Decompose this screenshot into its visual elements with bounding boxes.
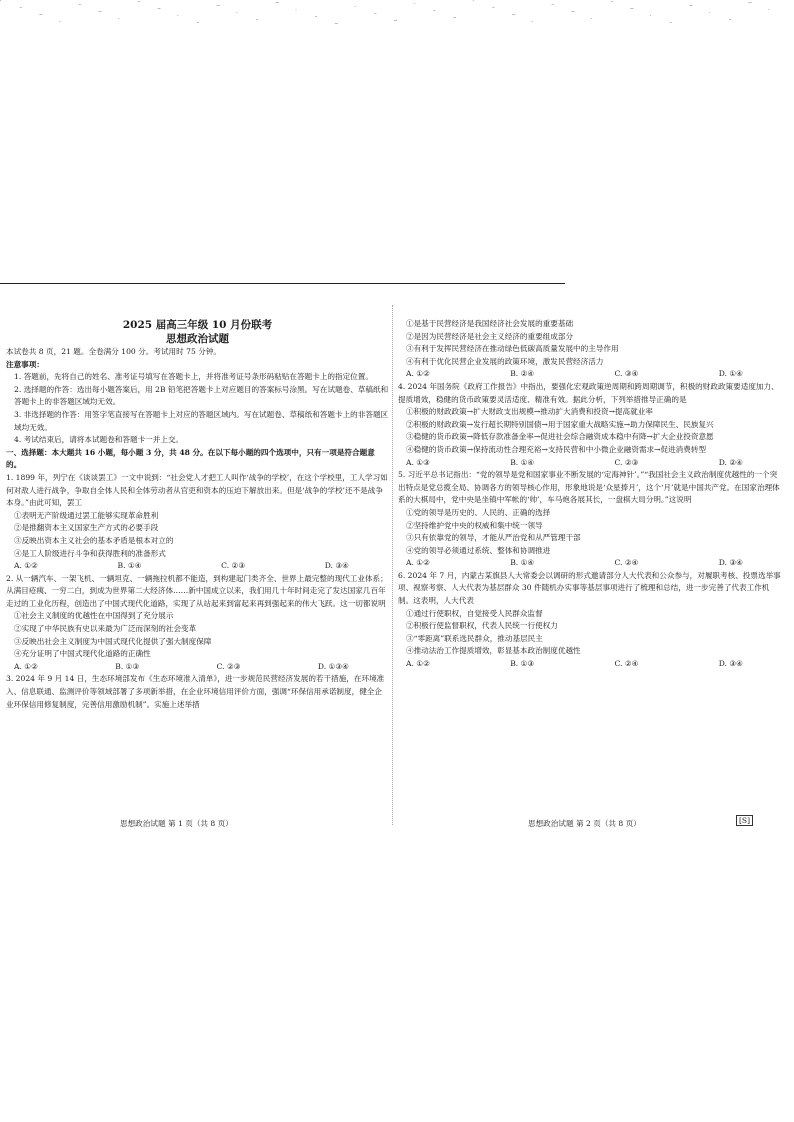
- choice-statement: ④推动法治工作提质增效，彰显基本政治制度优越性: [406, 646, 581, 656]
- scan-speck: [197, 22, 199, 23]
- scan-noise: [0, 0, 794, 30]
- option-b: B. ①④: [510, 457, 535, 467]
- option-c: C. ③④: [614, 369, 639, 379]
- question-1-stem: 1. 1899 年，列宁在《谈谈罢工》一文中说到：“社会党人才把工人叫作‘战争的学校’，在这个学校里，工人学习如何对敌人进行战争，争取自全体人民和全体劳动者从官吏和资本的压迫下解放出来。但是‘战争的学校’还不是战争本身。”由此可知，罢工: [6, 472, 388, 508]
- option-c: C. ②③: [614, 457, 639, 467]
- page-2-footer: 思想政治试题 第 2 页（共 8 页）: [528, 819, 641, 828]
- scan-speck: [591, 18, 592, 19]
- option-c: C. ②④: [614, 558, 639, 568]
- scan-speck: [79, 4, 81, 5]
- page-1: [6, 318, 389, 843]
- scan-speck: [552, 4, 554, 5]
- choice-statement: ④稳健的货币政策→保持流动性合理充裕→支持民营和中小微企业融资需求→促进消费转型: [406, 444, 707, 454]
- scan-speck: [571, 11, 574, 12]
- answer-options: [398, 457, 783, 470]
- section-heading: 一、选择题：本大题共 16 小题，每小题 3 分，共 48 分。在以下每小题的四个选项中，只有一项是符合题意的。: [6, 447, 375, 470]
- answer-options: [398, 557, 783, 570]
- scan-speck: [473, 0, 474, 1]
- choice-statement: ③稳健的货币政策→降低存款准备金率→促进社会综合融资成本稳中有降→扩大企业投资意愿: [406, 432, 714, 442]
- column-divider: [392, 305, 393, 825]
- scan-speck: [414, 3, 415, 4]
- scan-speck: [453, 17, 456, 18]
- option-d: D. ③④: [718, 659, 743, 669]
- answer-options: [398, 368, 783, 381]
- scan-speck: [256, 19, 258, 20]
- choice-statement: ④是工人阶级进行斗争和获得胜利的准备形式: [14, 548, 166, 558]
- scan-speck: [59, 21, 60, 22]
- scan-speck: [276, 2, 279, 3]
- option-b: B. ①④: [117, 561, 142, 571]
- scan-speck: [118, 18, 119, 19]
- scan-speck: [532, 21, 533, 22]
- option-c: C. ②③: [216, 661, 241, 671]
- note-item: 4. 考试结束后，请将本试题卷和答题卡一并上交。: [14, 435, 184, 445]
- page-1-footer: 思想政治试题 第 1 页（共 8 页）: [120, 819, 233, 828]
- intro-text: 本试卷共 8 页，21 题。全卷满分 100 分。考试用时 75 分钟。: [6, 347, 222, 356]
- scan-speck: [630, 8, 633, 9]
- question-5-stem: 5. 习近平总书记指出：“党的领导是党和国家事业不断发展的‘定海神针’。”“我国社会主义政治制度优越性的一个突出特点是党总揽全局、协调各方的领导核心作用，形象地说是‘众星捧月’，这个‘月’就是中国共产党。在国家治理体系的大棋局中，党中央是坐镇中军帐的‘帅’，车马炮各展其长，一盘棋大局分明。”这说明: [398, 470, 780, 505]
- option-b: B. ①③: [115, 661, 140, 671]
- question-2-stem: 2. 从一辆汽车、一架飞机、一辆坦克、一辆拖拉机都不能造，到构建起门类齐全、世界上最完整的现代工业体系；从满目疮痍、一穷二白，到成为世界第二大经济体……新中国成立以来，我们用几十年时间走完了发达国家几百年走过的工业化历程，创造出了中国式现代化道路，实现了从站起来到富起来再到强起来的伟大飞跃。这一切都说明: [6, 573, 388, 608]
- question-6-stem: 6. 2024 年 7 月，内蒙古某旗县人大常委会以调研的形式邀请部分人大代表和公众参与，对履职考核、投票选举事项、视察考察、人大代表为基层群众 30 件随机办实事等基层事项进行了梳理和总结，进一步完善了代表工作机制。这表明，人大代表: [398, 570, 781, 606]
- scan-speck: [709, 12, 710, 13]
- option-d: D. ①③④: [317, 661, 349, 671]
- choice-statement: ③只有依靠党的领导，才能从严治党和从严管理干部: [406, 533, 581, 543]
- answer-options: [398, 658, 783, 671]
- choice-statement: ②实现了中华民族有史以来最为广泛而深刻的社会变革: [14, 624, 197, 634]
- note-item: 2. 选择题的作答：选出每小题答案后，用 2B 铅笔把答题卡上对应题目的答案标号涂黑。写在试题卷、草稿纸和答题卡上的非答题区域均无效。: [14, 384, 389, 407]
- scan-speck: [611, 1, 613, 2]
- scan-speck: [158, 8, 161, 9]
- option-b: B. ①④: [510, 558, 535, 568]
- answer-options: [6, 661, 389, 674]
- option-b: B. ②④: [510, 369, 535, 379]
- choice-statement: ②是推翻资本主义国家生产方式的必要手段: [14, 523, 159, 533]
- scan-speck: [315, 16, 317, 17]
- scan-speck: [99, 11, 102, 12]
- scan-speck: [394, 20, 397, 21]
- scan-speck: [138, 1, 140, 2]
- option-c: C. ②④: [614, 659, 639, 669]
- corner-mark: [S]: [736, 815, 753, 826]
- scan-speck: [177, 15, 178, 16]
- choice-statement: ①党的领导是历史的、人民的、正确的选择: [406, 507, 551, 517]
- choice-statement: ①积极的财政政策→扩大财政支出规模→推动扩大消费和投资→提高就业率: [406, 407, 653, 417]
- choice-statement: ①表明无产阶级通过罢工能够实现革命胜利: [14, 510, 159, 520]
- option-a: A. ①②: [406, 558, 430, 568]
- question-4-stem: 4. 2024 年国务院《政府工作报告》中指出，要强化宏观政策逆周期和跨周期调节，积极的财政政策要适度加力、提质增效，稳健的货币政策要灵活适度、精准有效。据此分析，下列举措推导正确的是: [398, 381, 779, 404]
- choice-statement: ③“零距离”联系选民群众，推动基层民主: [406, 633, 543, 643]
- choice-statement: ①通过行使职权，自觉接受人民群众监督: [406, 608, 543, 618]
- choice-statement: ④党的领导必须通过系统、整体和协调推进: [406, 545, 551, 555]
- exam-subject: 思想政治试题: [166, 333, 229, 345]
- option-d: D. ①④: [718, 369, 743, 379]
- option-a: A. ①②: [14, 661, 38, 671]
- option-a: A. ①③: [406, 457, 430, 467]
- option-b: B. ①③: [510, 659, 535, 669]
- scan-speck: [39, 14, 42, 15]
- scan-speck: [0, 0, 1, 1]
- option-a: A. ①②: [406, 369, 430, 379]
- exam-title: 2025 届高三年级 10 月份联考: [122, 319, 273, 331]
- page-2: [398, 318, 783, 843]
- scan-speck: [296, 9, 297, 10]
- scan-speck: [335, 23, 338, 24]
- scan-speck: [217, 5, 220, 6]
- option-c: C. ②③: [221, 561, 246, 571]
- option-d: D. ②④: [718, 457, 743, 467]
- choice-statement: ④有利于优化民营企业发展的政策环境，激发民营经济活力: [406, 356, 604, 366]
- scan-speck: [433, 10, 435, 11]
- option-d: D. ③④: [324, 561, 349, 571]
- scan-speck: [670, 22, 672, 23]
- scan-speck: [768, 9, 769, 10]
- choice-statement: ③反映出社会主义制度为中国式现代化提供了强大制度保障: [14, 636, 212, 646]
- choice-statement: ②积极的财政政策→发行超长期特别国债→用于国家重大战略实施→助力保障民生、民族复兴: [406, 419, 714, 429]
- scan-speck: [650, 15, 651, 16]
- option-d: D. ③④: [718, 558, 743, 568]
- scan-speck: [512, 14, 515, 15]
- choice-statement: ②是因为民营经济是社会主义经济的重要组成部分: [406, 331, 574, 341]
- choice-statement: ②坚持维护党中央的权威和集中统一领导: [406, 520, 543, 530]
- choice-statement: ③反映出资本主义社会的基本矛盾是根本对立的: [14, 535, 174, 545]
- question-3-stem: 3. 2024 年 9 月 14 日，生态环境部发布《生态环境准入清单》，进一步规范民营经济发展的若干措施，在环境准入、信息联通、监测评价等领域部署了多项新举措，在企业环境信用评价方面，强调“环保信用承诺制度，健全企业环保信用修复制度，完善信用激励机制”。实施上述举措: [6, 674, 385, 709]
- scan-speck: [374, 13, 376, 14]
- option-a: A. ①②: [406, 659, 430, 669]
- choice-statement: ①是基于民营经济是我国经济社会发展的重要基础: [406, 319, 574, 328]
- choice-statement: ②积极行使监督职权，代表人民统一行使权力: [406, 621, 558, 631]
- scan-speck: [493, 7, 495, 8]
- scan-speck: [355, 6, 356, 7]
- scan-divider-line: [0, 283, 565, 284]
- choice-statement: ④充分证明了中国式现代化道路的正确性: [14, 649, 151, 659]
- scan-speck: [690, 5, 693, 6]
- scan-speck: [749, 2, 752, 3]
- notes-heading: 注意事项：: [6, 359, 44, 369]
- note-item: 3. 非选择题的作答：用签字笔直接写在答题卡上对应的答题区域内。写在试题卷、草稿纸和答题卡上的非答题区域均无效。: [14, 409, 389, 432]
- choice-statement: ①社会主义制度的优越性在中国得到了充分展示: [14, 611, 174, 621]
- choice-statement: ③有利于发挥民营经济在推动绿色低碳高质量发展中的主导作用: [406, 344, 619, 354]
- option-a: A. ①②: [14, 561, 38, 571]
- note-item: 1. 答题前，先将自己的姓名、准考证号填写在答题卡上，并将准考证号条形码粘贴在答题卡上的指定位置。: [14, 372, 373, 382]
- answer-options: [6, 560, 389, 573]
- scan-speck: [20, 7, 22, 8]
- scan-speck: [729, 19, 731, 20]
- scan-speck: [236, 12, 237, 13]
